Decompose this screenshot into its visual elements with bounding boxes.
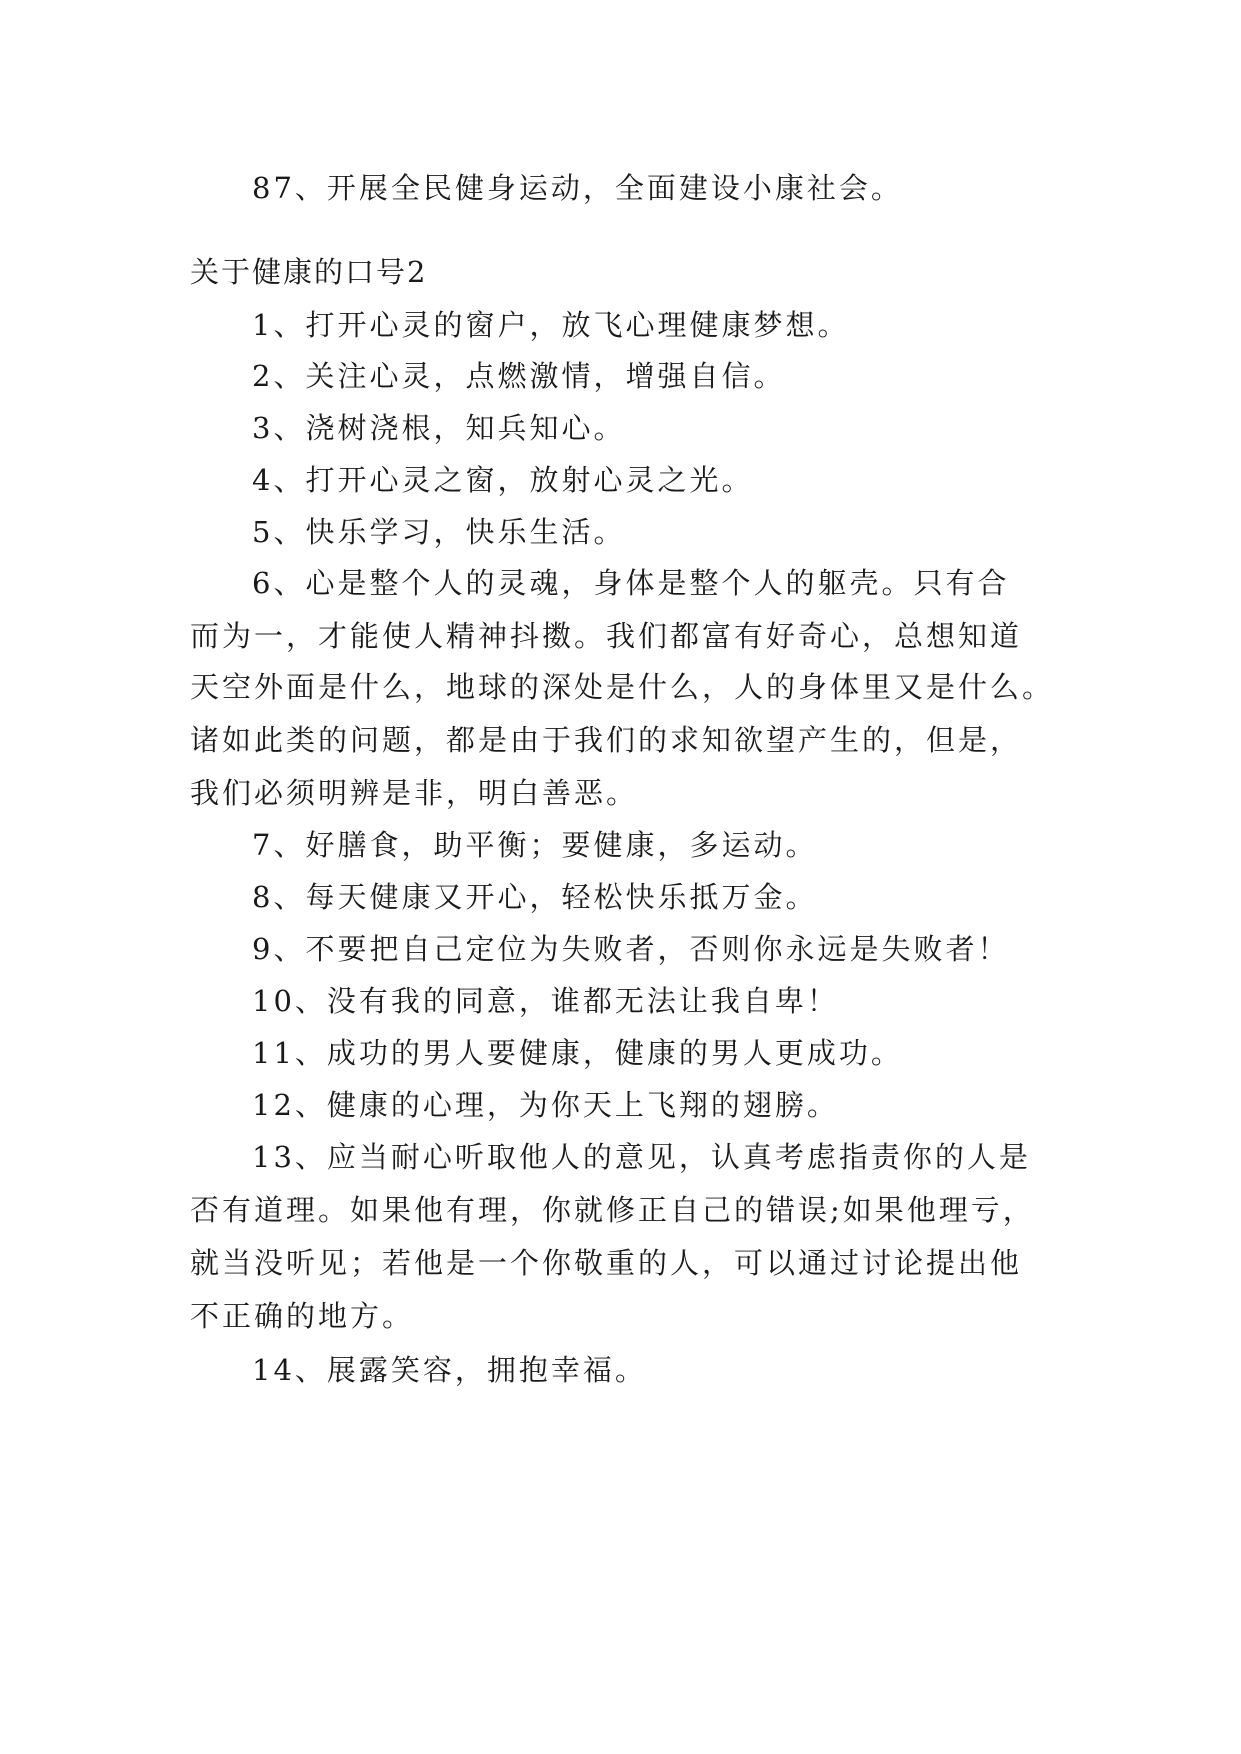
slogan-13-line-2: 否有道理。如果他有理，你就修正自己的错误;如果他理亏， <box>190 1193 1035 1227</box>
slogan-2: 2、关注心灵，点燃激情，增强自信。 <box>252 359 786 393</box>
slogan-87: 87、开展全民健身运动，全面建设小康社会。 <box>252 171 903 205</box>
slogan-13-line-3: 就当没听见；若他是一个你敬重的人，可以通过讨论提出他 <box>190 1246 1023 1280</box>
slogan-12: 12、健康的心理，为你天上飞翔的翅膀。 <box>252 1088 839 1122</box>
slogan-14: 14、展露笑容，拥抱幸福。 <box>252 1353 647 1387</box>
slogan-7: 7、好膳食，助平衡；要健康，多运动。 <box>252 828 818 862</box>
slogan-9: 9、不要把自己定位为失败者，否则你永远是失败者！ <box>252 932 1010 966</box>
slogan-6-line-5: 我们必须明辨是非，明白善恶。 <box>190 776 639 810</box>
slogan-13-line-4: 不正确的地方。 <box>190 1299 415 1333</box>
slogan-10: 10、没有我的同意，谁都无法让我自卑！ <box>252 984 839 1018</box>
slogan-5: 5、快乐学习，快乐生活。 <box>252 515 626 549</box>
slogan-1: 1、打开心灵的窗户，放飞心理健康梦想。 <box>252 308 850 342</box>
slogan-11: 11、成功的男人要健康，健康的男人更成功。 <box>252 1036 903 1070</box>
slogan-13-line-1: 13、应当耐心听取他人的意见，认真考虑指责你的人是 <box>252 1140 1031 1174</box>
section-heading: 关于健康的口号2 <box>190 255 428 289</box>
slogan-4: 4、打开心灵之窗，放射心灵之光。 <box>252 463 754 497</box>
slogan-6-line-3: 天空外面是什么，地球的深处是什么，人的身体里又是什么。 <box>190 670 1055 704</box>
slogan-3: 3、浇树浇根，知兵知心。 <box>252 411 626 445</box>
slogan-6-line-1: 6、心是整个人的灵魂，身体是整个人的躯壳。只有合 <box>252 566 1010 600</box>
slogan-6-line-2: 而为一，才能使人精神抖擞。我们都富有好奇心，总想知道 <box>190 619 1023 653</box>
slogan-8: 8、每天健康又开心，轻松快乐抵万金。 <box>252 880 818 914</box>
slogan-6-line-4: 诸如此类的问题，都是由于我们的求知欲望产生的，但是， <box>190 723 1023 757</box>
